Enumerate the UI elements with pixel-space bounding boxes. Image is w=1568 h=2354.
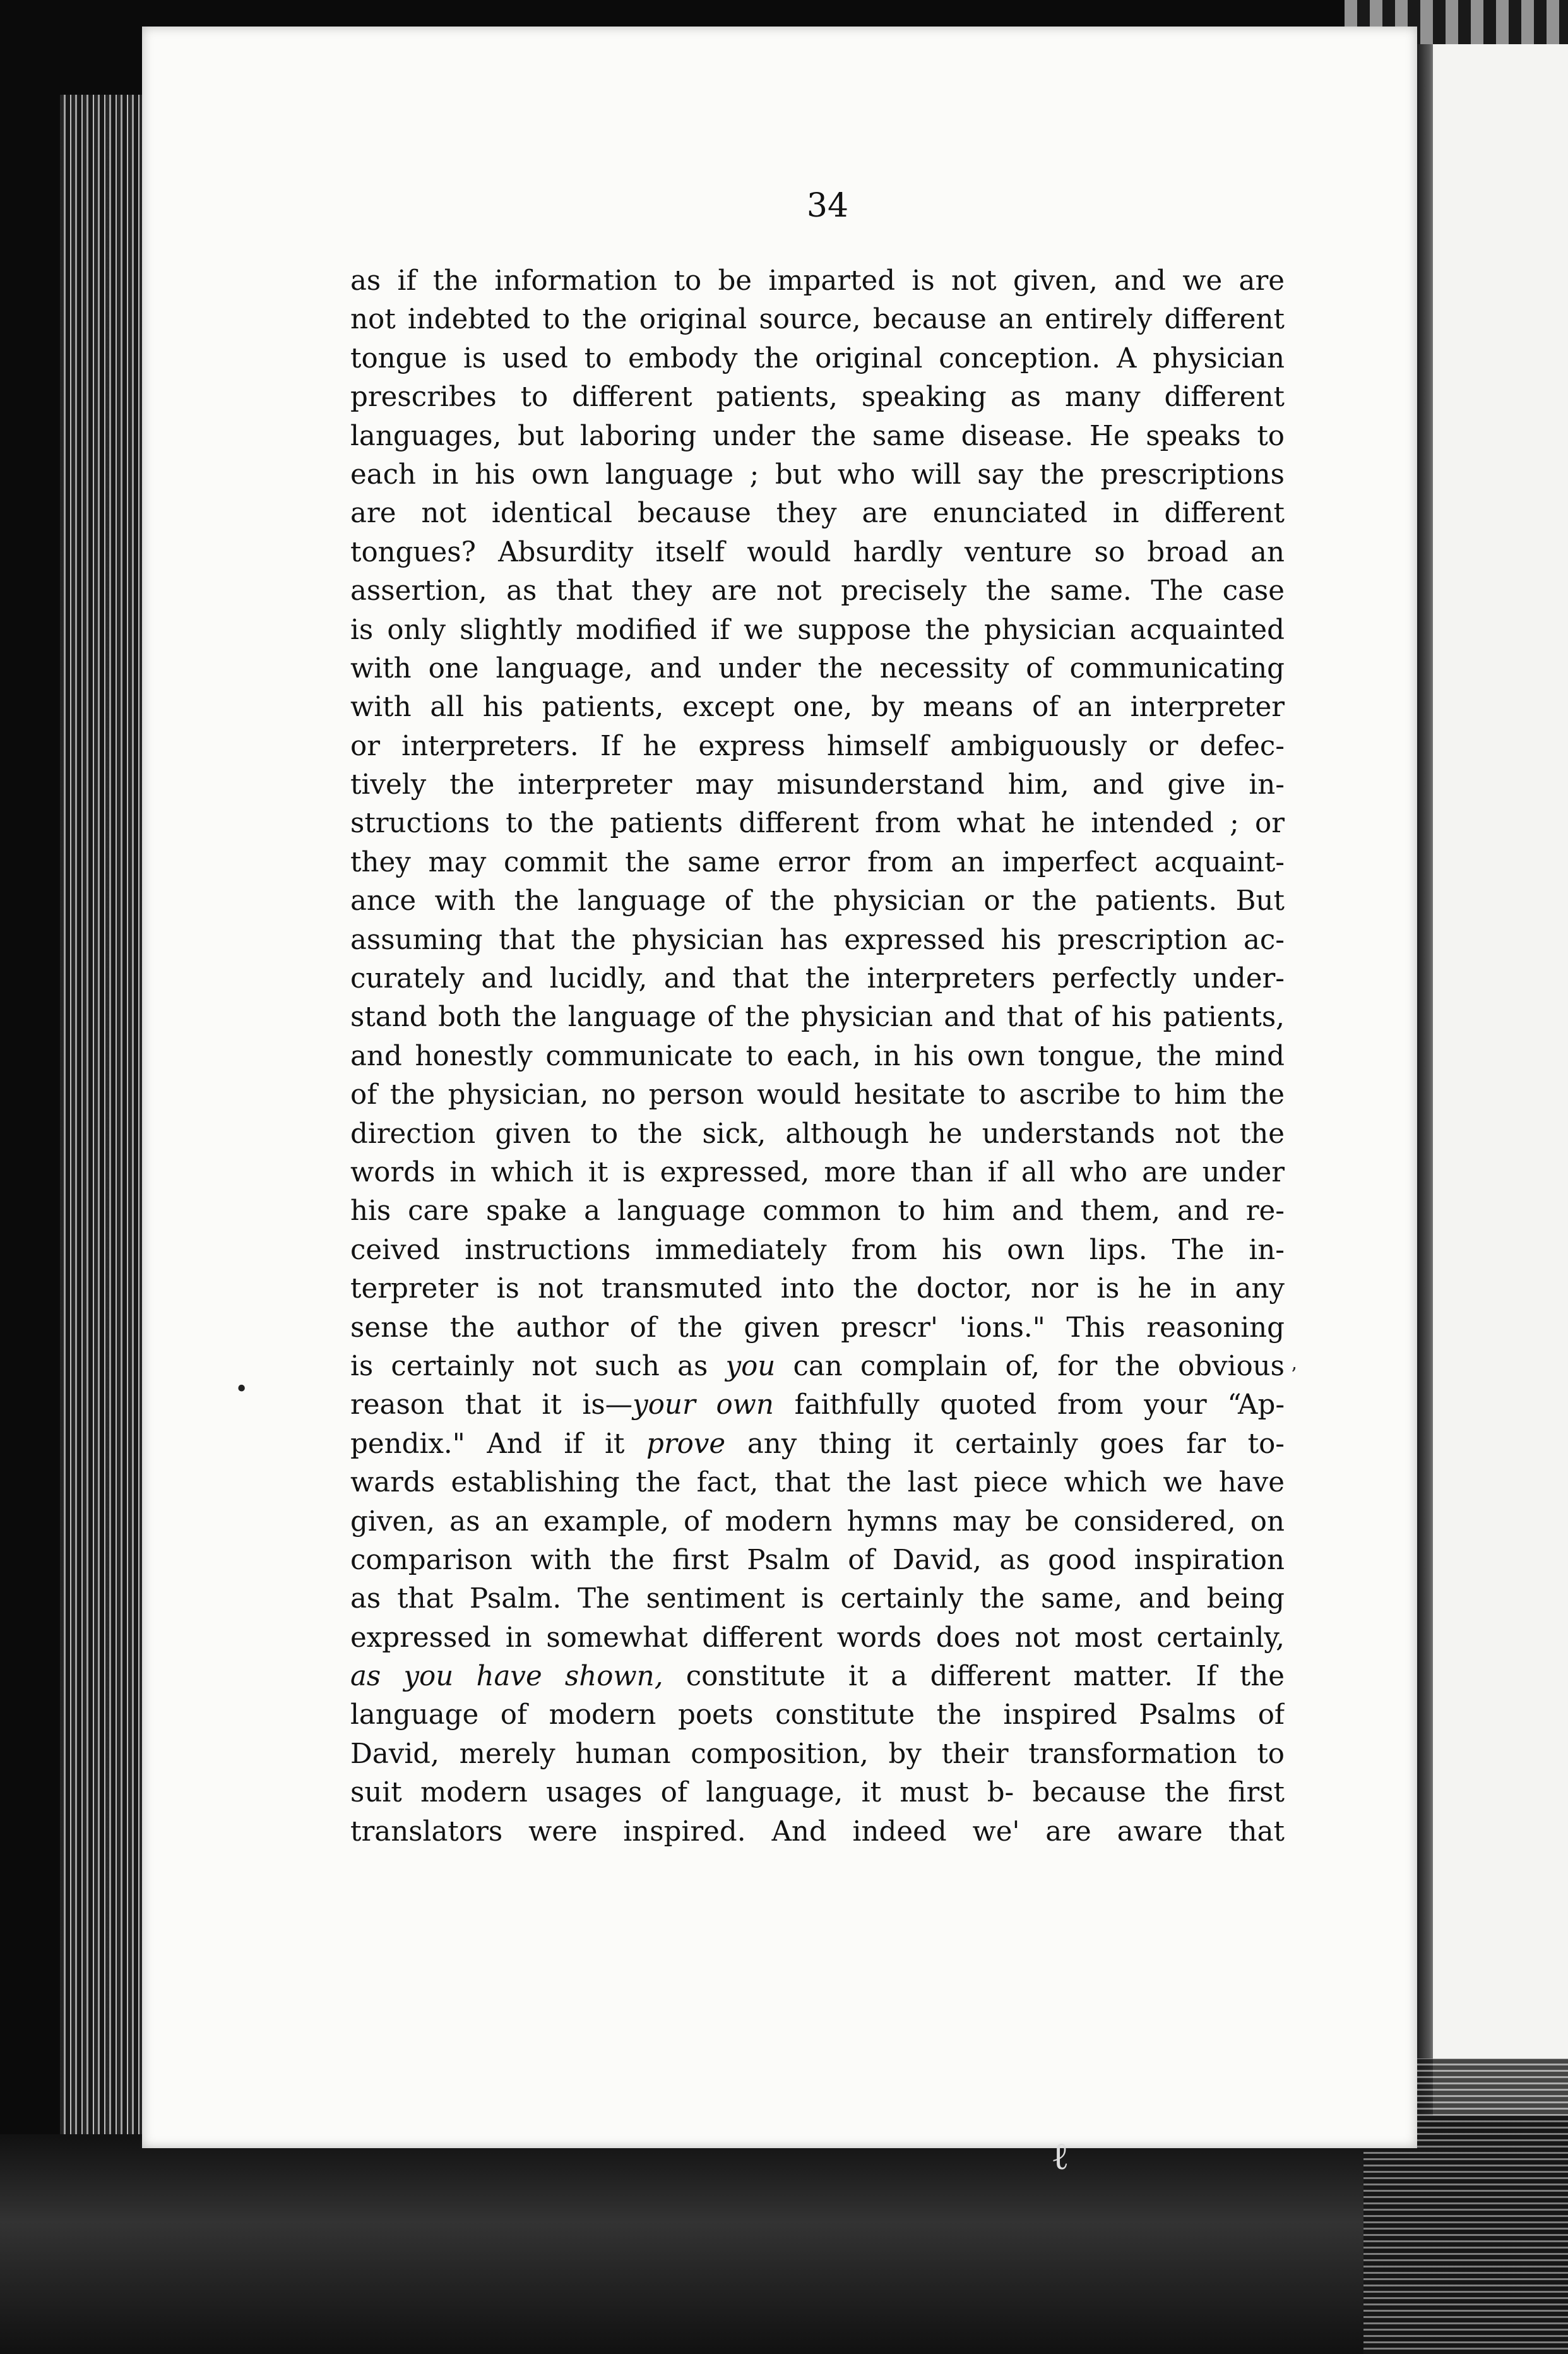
text-segment: terpreter is not transmuted into the doctor, nor is he in any [350,1273,1285,1305]
text-line [350,1154,1285,1192]
text-segment: prescribes to different patients, speaking as many different [350,381,1285,414]
text-segment: can complain of, for the obvious [775,1350,1285,1382]
text-segment: and honestly communicate to each, in his own tongue, the mind [350,1040,1285,1072]
text-segment: comparison with the first Psalm of David, as good inspiration [350,1544,1285,1576]
text-line [350,688,1285,727]
text-line [350,1425,1285,1464]
book-page-edges [60,95,145,2160]
text-segment: suit modern usages of language, it must b- because the first [350,1777,1285,1809]
text-line [350,1115,1285,1154]
text-segment: not indebted to the original source, because an entirely different [350,304,1285,336]
text-line [350,921,1285,960]
text-segment: assuming that the physician has expressed his prescription ac- [350,924,1285,956]
italic-text: you [725,1350,776,1382]
text-segment: as that Psalm. The sentiment is certainly the same, and being [350,1583,1285,1615]
stray-mark: • [235,1377,249,1402]
text-segment: are not identical because they are enunciated in different [350,498,1285,530]
text-line [350,804,1285,843]
text-segment: is certainly not such as [350,1350,726,1382]
text-line [350,1503,1285,1541]
text-line [350,494,1285,533]
text-line [350,1231,1285,1270]
text-segment: direction given to the sick, although he understands not the [350,1118,1285,1150]
text-segment: with all his patients, except one, by means of an interpreter [350,691,1285,724]
italic-text: as you have shown, [350,1661,663,1693]
adjacent-page [1433,44,1568,2115]
text-line [350,1270,1285,1308]
text-segment: language of modern poets constitute the inspired Psalms of [350,1699,1285,1731]
text-segment: David, merely human composition, by their transformation to [350,1738,1285,1770]
text-segment: each in his own language ; but who will say the prescriptions [350,458,1285,491]
text-line [350,998,1285,1037]
scan-margin-bottom [0,2134,1363,2354]
text-line [350,572,1285,611]
text-line [350,650,1285,688]
text-line [350,1386,1285,1425]
text-line [350,1658,1285,1696]
body-text [350,262,1285,1851]
text-line [350,727,1285,766]
text-line [350,378,1285,417]
text-line [350,1541,1285,1580]
text-segment: pendix." And if it [350,1428,647,1460]
text-line [350,1347,1285,1386]
text-line [350,1813,1285,1851]
text-line [350,1464,1285,1502]
text-line [350,262,1285,301]
text-line [350,1696,1285,1735]
text-line [350,766,1285,804]
text-segment: tongues? Absurdity itself would hardly venture so broad an [350,536,1285,568]
text-line [350,1619,1285,1658]
text-segment: curately and lucidly, and that the interpreters perfectly under- [350,963,1285,995]
text-line [350,960,1285,998]
text-segment: given, as an example, of modern hymns may be considered, on [350,1505,1285,1538]
text-segment: of the physician, no person would hesitate to ascribe to him the [350,1079,1285,1111]
text-line [350,882,1285,921]
page-number: 34 [806,187,849,225]
text-segment: sense the author of the given prescr' 'ions." This reasoning [350,1311,1285,1344]
stray-mark: ℓ [1051,2134,1069,2178]
text-line [350,1774,1285,1812]
text-segment: assertion, as that they are not precisely the same. The case [350,575,1285,607]
text-segment: structions to the patients different from what he intended ; or [350,808,1285,840]
text-line [350,611,1285,650]
text-line [350,844,1285,882]
text-segment: stand both the language of the physician and that of his patients, [350,1001,1285,1034]
text-line [350,534,1285,572]
text-line [350,1580,1285,1618]
text-segment: with one language, and under the necessity of communicating [350,652,1285,684]
text-segment: or interpreters. If he express himself ambiguously or defec- [350,730,1285,762]
text-segment: tively the interpreter may misunderstand him, and give in- [350,769,1285,801]
text-line [350,1309,1285,1347]
text-line [350,1192,1285,1231]
text-segment: translators were inspired. And indeed we' are aware that [350,1815,1285,1848]
text-segment: faithfully quoted from your “Ap- [773,1389,1285,1421]
text-line [350,417,1285,456]
text-segment: reason that it is— [350,1389,633,1421]
text-line [350,1037,1285,1076]
text-segment: words in which it is expressed, more than if all who are under [350,1156,1285,1188]
text-segment: they may commit the same error from an imperfect acquaint- [350,846,1285,878]
text-line [350,1076,1285,1114]
text-segment: expressed in somewhat different words does not most certainly, [350,1622,1285,1654]
text-line [350,301,1285,339]
italic-text: your own [633,1389,774,1421]
text-segment: any thing it certainly goes far to- [725,1428,1285,1460]
text-segment: languages, but laboring under the same disease. He speaks to [350,420,1285,452]
italic-text: prove [646,1428,726,1460]
text-segment: his care spake a language common to him and them, and re- [350,1195,1285,1228]
text-line [350,1735,1285,1774]
text-line [350,340,1285,378]
text-line [350,456,1285,494]
text-segment: tongue is used to embody the original conception. A physician [350,342,1285,374]
text-segment: wards establishing the fact, that the last piece which we have [350,1467,1285,1499]
stray-mark: ’ [1291,1364,1297,1386]
text-segment: ceived instructions immediately from his own lips. The in- [350,1234,1285,1266]
text-segment: is only slightly modified if we suppose the physician acquainted [350,614,1285,646]
text-segment: constitute it a different matter. If the [663,1661,1285,1693]
text-segment: as if the information to be imparted is not given, and we are [350,265,1285,297]
text-segment: ance with the language of the physician or the patients. But [350,885,1285,917]
